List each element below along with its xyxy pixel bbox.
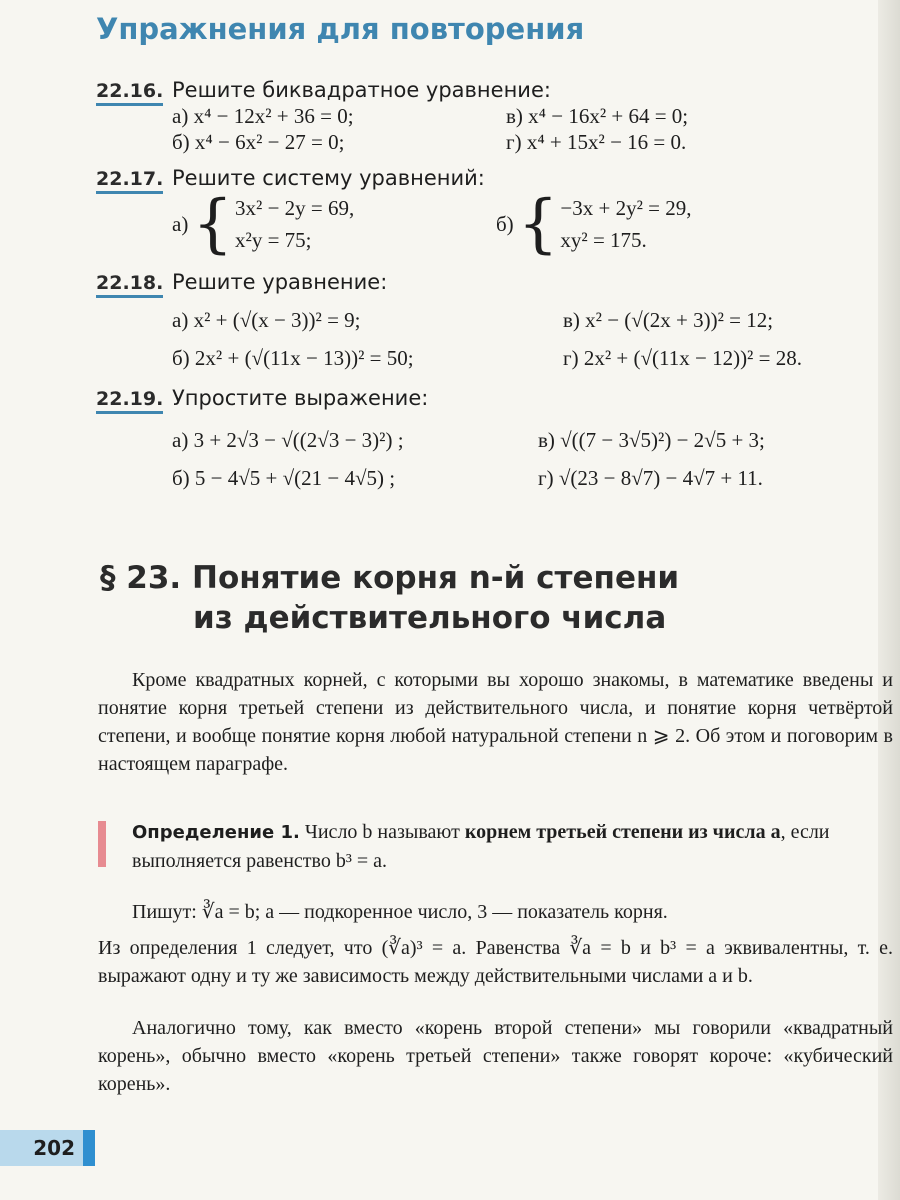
left-brace-icon: { [517,187,559,261]
intro-paragraph: Кроме квадратных корней, с которыми вы хорошо знакомы, в математике введены и понятие корня третьей степени из действительного числа, и понятие корня четвёртой степени, и вообще понятие корня любой натуральной степени n ⩾ 2. Об этом и поговорим в настоящем параграфе. [98,669,893,775]
exercise-title-22-18: Решите уравнение: [172,270,388,294]
definition-text-part1: Число b называют [299,821,465,843]
exercise-number-22-16: 22.16. [96,80,163,106]
page-number: 202 [33,1136,75,1160]
exercise-22-16-b: б) x⁴ − 6x² − 27 = 0; [172,130,345,154]
page-tab-stripe [83,1130,95,1166]
exercise-22-17-a [172,187,355,261]
exercise-number-22-17: 22.17. [96,168,163,194]
system-b-line1: −3x + 2y² = 29, [560,196,692,220]
section-heading: Упражнения для повторения [96,12,585,46]
exercise-22-18-a: а) x² + (√(x − 3))² = 9; [172,308,361,332]
system-a-line1: 3x² − 2y = 69, [235,196,355,220]
exercise-22-19-b: б) 5 − 4√5 + √(21 − 4√5) ; [172,466,396,490]
exercise-title-22-19: Упростите выражение: [172,386,429,410]
consequence-paragraph: Из определения 1 следует, что (∛a)³ = a. Равенства ∛a = b и b³ = a эквивалентны, т. е. выражают одну и ту же зависимость между действительными числами a и b. [98,937,893,987]
definition-text-part2: , если выполняется равенство b³ = a. [132,821,830,872]
paragraph-title-line1: § 23. Понятие корня n-й степени [100,560,680,596]
system-a-line2: x²y = 75; [235,228,312,252]
definition-label: Определение 1. [132,822,300,843]
system-label-a: а) [172,211,189,236]
exercise-title-22-16: Решите биквадратное уравнение: [172,78,551,102]
exercise-22-18-b: б) 2x² + (√(11x − 13))² = 50; [172,346,414,370]
system-b-line2: xy² = 175. [560,228,647,252]
definition-marker-bar [98,821,106,867]
page-number-tab [0,1130,95,1166]
exercise-22-19-g: г) √(23 − 8√7) − 4√7 + 11. [538,466,763,490]
definition-term: корнем третьей степени из числа a [464,821,781,843]
exercise-22-16-v: в) x⁴ − 16x² + 64 = 0; [506,104,689,128]
exercise-22-19-v: в) √((7 − 3√5)²) − 2√5 + 3; [538,428,765,452]
exercise-22-18-v: в) x² − (√(2x + 3))² = 12; [563,308,774,332]
exercise-title-22-17: Решите систему уравнений: [172,166,485,190]
definition-block [132,818,892,875]
left-brace-icon: { [192,187,234,261]
paragraph-title-line2: из действительного числа [193,600,667,636]
exercise-22-16-g: г) x⁴ + 15x² − 16 = 0. [506,130,687,154]
exercise-22-16-a: а) x⁴ − 12x² + 36 = 0; [172,104,354,128]
exercise-number-22-19: 22.19. [96,388,163,414]
exercise-22-19-a: а) 3 + 2√3 − √((2√3 − 3)²) ; [172,428,404,452]
exercise-22-17-b [496,187,692,261]
notation-paragraph: Пишут: ∛a = b; a — подкоренное число, 3 — показатель корня. [132,901,668,923]
exercise-22-18-g: г) 2x² + (√(11x − 12))² = 28. [563,346,802,370]
system-label-b: б) [496,211,514,236]
cubic-root-paragraph: Аналогично тому, как вместо «корень второй степени» мы говорили «квадратный корень», обычно вместо «корень третьей степени» также говорят короче: «кубический корень». [98,1017,893,1095]
exercise-number-22-18: 22.18. [96,272,163,298]
